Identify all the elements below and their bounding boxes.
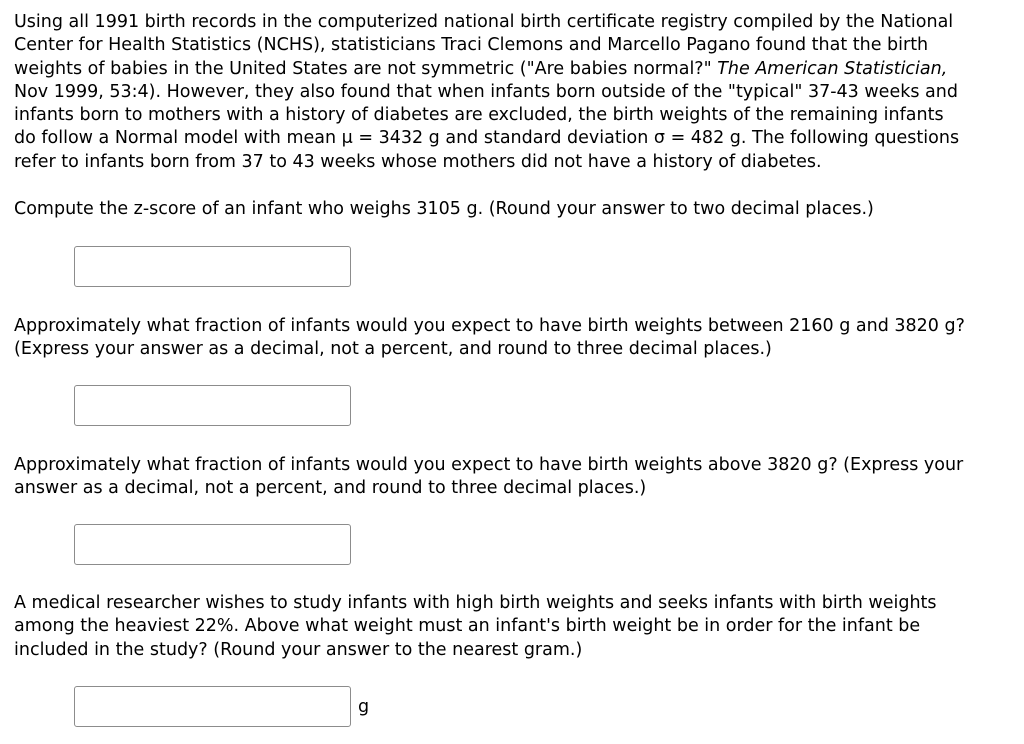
intro-line — [14, 58, 1012, 81]
intro-line-text: weights of babies in the United States are not symmetric ("Are babies normal?" — [14, 58, 718, 79]
question-line: Approximately what fraction of infants would you expect to have birth weights above 3820 g? (Express your — [14, 455, 964, 475]
answer-input-1[interactable] — [74, 246, 351, 287]
intro-line: refer to infants born from 37 to 43 weeks whose mothers did not have a history of diabetes. — [14, 151, 822, 172]
question-line: answer as a decimal, not a percent, and round to three decimal places.) — [14, 478, 647, 499]
problem-intro — [14, 11, 1012, 174]
question-line: Compute the z-score of an infant who weighs 3105 g. (Round your answer to two decimal places.) — [14, 199, 874, 219]
question-1-text — [14, 198, 874, 221]
intro-line: do follow a Normal model with mean μ = 3432 g and standard deviation σ = 482 g. The following questions — [14, 128, 960, 149]
unit-label: g — [358, 697, 370, 717]
question-line: among the heaviest 22%. Above what weight must an infant's birth weight be in order for the infant be — [14, 616, 921, 637]
intro-line: Center for Health Statistics (NCHS), statisticians Traci Clemons and Marcello Pagano found that the birth — [14, 35, 929, 56]
answer-input-2[interactable] — [74, 385, 351, 426]
question-line: Approximately what fraction of infants would you expect to have birth weights between 2160 g and 3820 g? — [14, 316, 965, 336]
question-line: (Express your answer as a decimal, not a percent, and round to three decimal places.) — [14, 339, 772, 360]
question-line: included in the study? (Round your answer to the nearest gram.) — [14, 639, 583, 660]
journal-title: The American Statistician, — [717, 58, 948, 79]
answer-input-3[interactable] — [74, 524, 351, 565]
intro-line: Nov 1999, 53:4). However, they also found that when infants born outside of the "typical" 37-43 weeks and — [14, 81, 958, 102]
intro-line: Using all 1991 birth records in the computerized national birth certificate registry compiled by the National — [14, 12, 954, 32]
question-2-text — [14, 315, 965, 362]
question-line: A medical researcher wishes to study infants with high birth weights and seeks infants with birth weights — [14, 593, 937, 613]
question-3-text — [14, 454, 963, 501]
intro-line: infants born to mothers with a history of diabetes are excluded, the birth weights of the remaining infants — [14, 105, 944, 126]
question-4-text — [14, 592, 937, 662]
answer-input-4[interactable] — [74, 686, 351, 727]
